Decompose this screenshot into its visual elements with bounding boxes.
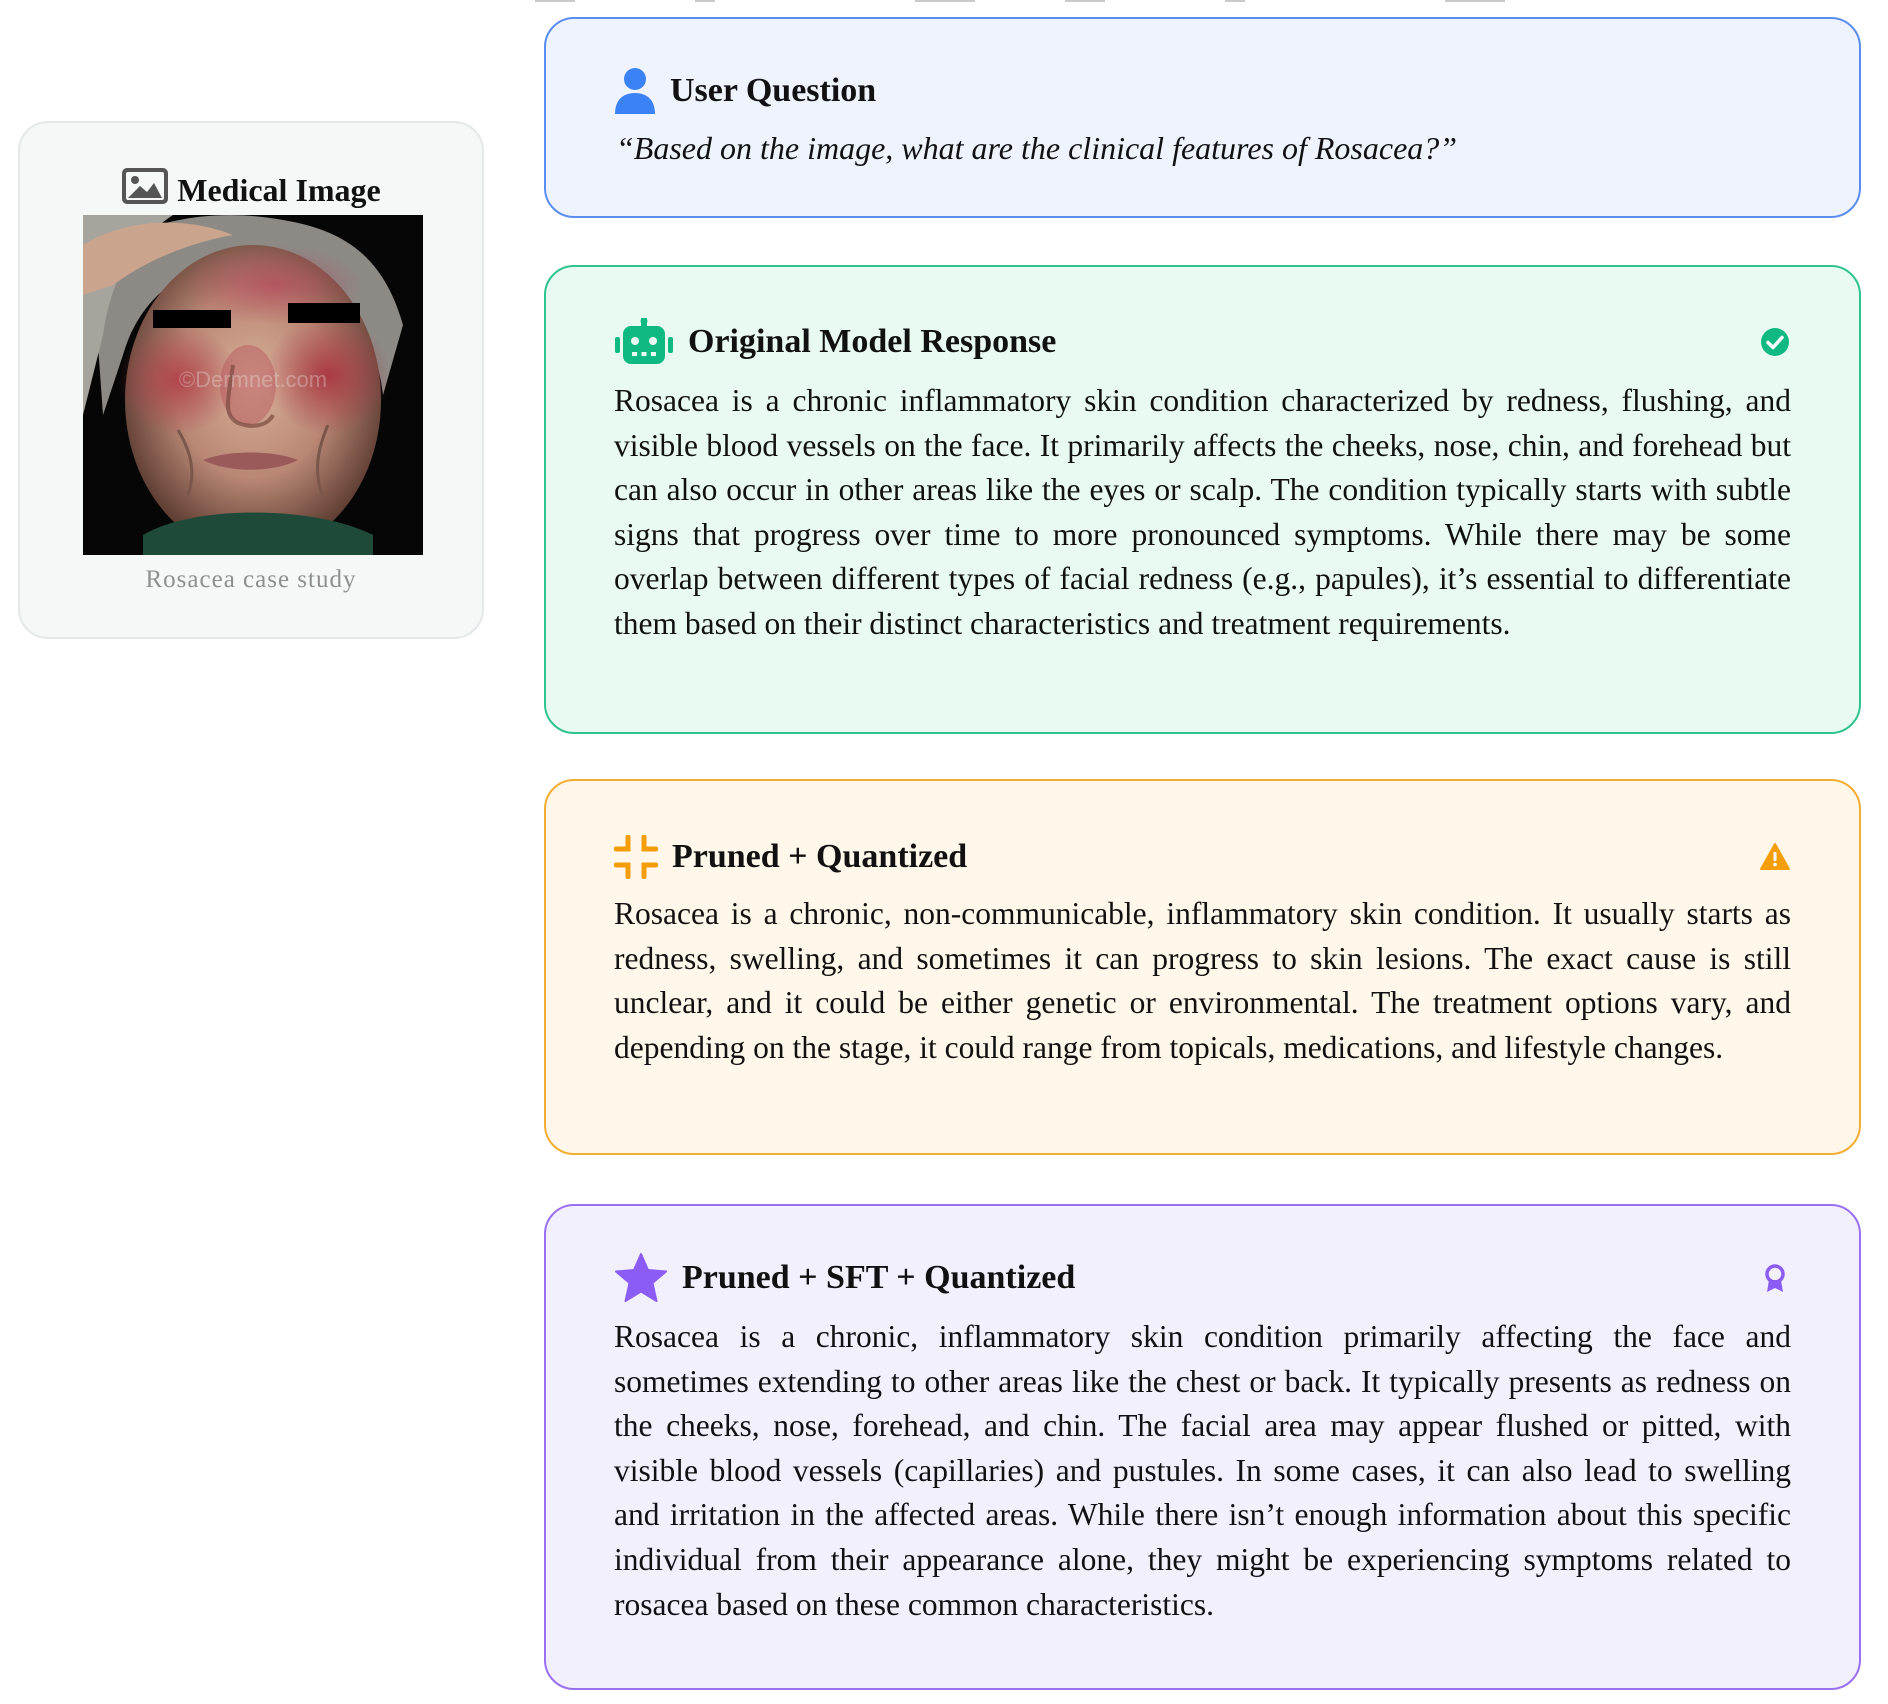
photo-watermark: ©Dermnet.com	[178, 367, 328, 392]
medical-image-title	[20, 167, 482, 213]
check-circle-icon	[1759, 326, 1791, 358]
robot-icon	[614, 318, 674, 366]
compress-icon	[614, 835, 658, 879]
user-icon	[614, 67, 656, 115]
pruned-sft-quantized-text: Rosacea is a chronic, inflammatory skin condition primarily affecting the face and sometimes extending to other areas like the chest or back. It typically presents as redness on the cheeks, nose, forehead, and chin. The facial area may appear flushed or pitted, with visible blood vessels (capillaries) and pustules. In some cases, it can also lead to swelling and irritation in the affected areas. While there isn’t enough information about this specific individual from their appearance alone, they might be experiencing symptoms related to rosacea based on these common characteristics.	[614, 1319, 1791, 1622]
user-question-title: User Question	[670, 72, 877, 109]
star-icon	[614, 1253, 668, 1303]
original-response-header	[614, 312, 1791, 372]
pruned-quantized-header	[614, 827, 1791, 887]
pruned-sft-quantized-panel	[544, 1204, 1861, 1690]
medical-image-caption: Rosacea case study	[145, 566, 357, 593]
original-response-text: Rosacea is a chronic inflammatory skin condition characterized by redness, flushing, and visible blood vessels on the face. It primarily affects the cheeks, nose, chin, and forehead but can also occur in other areas like the eyes or scalp. The condition typically starts with subtle signs that progress over time to more pronounced symptoms. While there may be some overlap between different types of facial redness (e.g., papules), it’s essential to differentiate them based on their distinct characteristics and treatment requirements.	[614, 383, 1791, 641]
user-question-panel	[544, 17, 1861, 218]
award-icon	[1759, 1262, 1791, 1294]
image-icon	[121, 167, 169, 213]
pruned-sft-quantized-title: Pruned + SFT + Quantized	[682, 1259, 1076, 1296]
rosacea-photo	[83, 215, 423, 555]
original-response-panel	[544, 265, 1861, 734]
pruned-quantized-panel	[544, 779, 1861, 1155]
pruned-quantized-text: Rosacea is a chronic, non-communicable, inflammatory skin condition. It usually starts as redness, swelling, and sometimes it can progress to skin lesions. The exact cause is still unclear, and it could be either genetic or environmental. The treatment options vary, and depending on the stage, it could range from topicals, medications, and lifestyle changes.	[614, 896, 1791, 1065]
user-question-text: “Based on the image, what are the clinical features of Rosacea?”	[616, 130, 1458, 166]
pruned-quantized-title: Pruned + Quantized	[672, 838, 968, 875]
medical-image-title-text: Medical Image	[177, 172, 381, 208]
pruned-sft-quantized-header	[614, 1248, 1791, 1308]
medical-image-card	[18, 121, 484, 639]
original-response-title: Original Model Response	[688, 323, 1057, 360]
warning-triangle-icon	[1759, 841, 1791, 873]
user-question-header	[614, 61, 1791, 121]
top-edge-line	[535, 0, 1535, 3]
